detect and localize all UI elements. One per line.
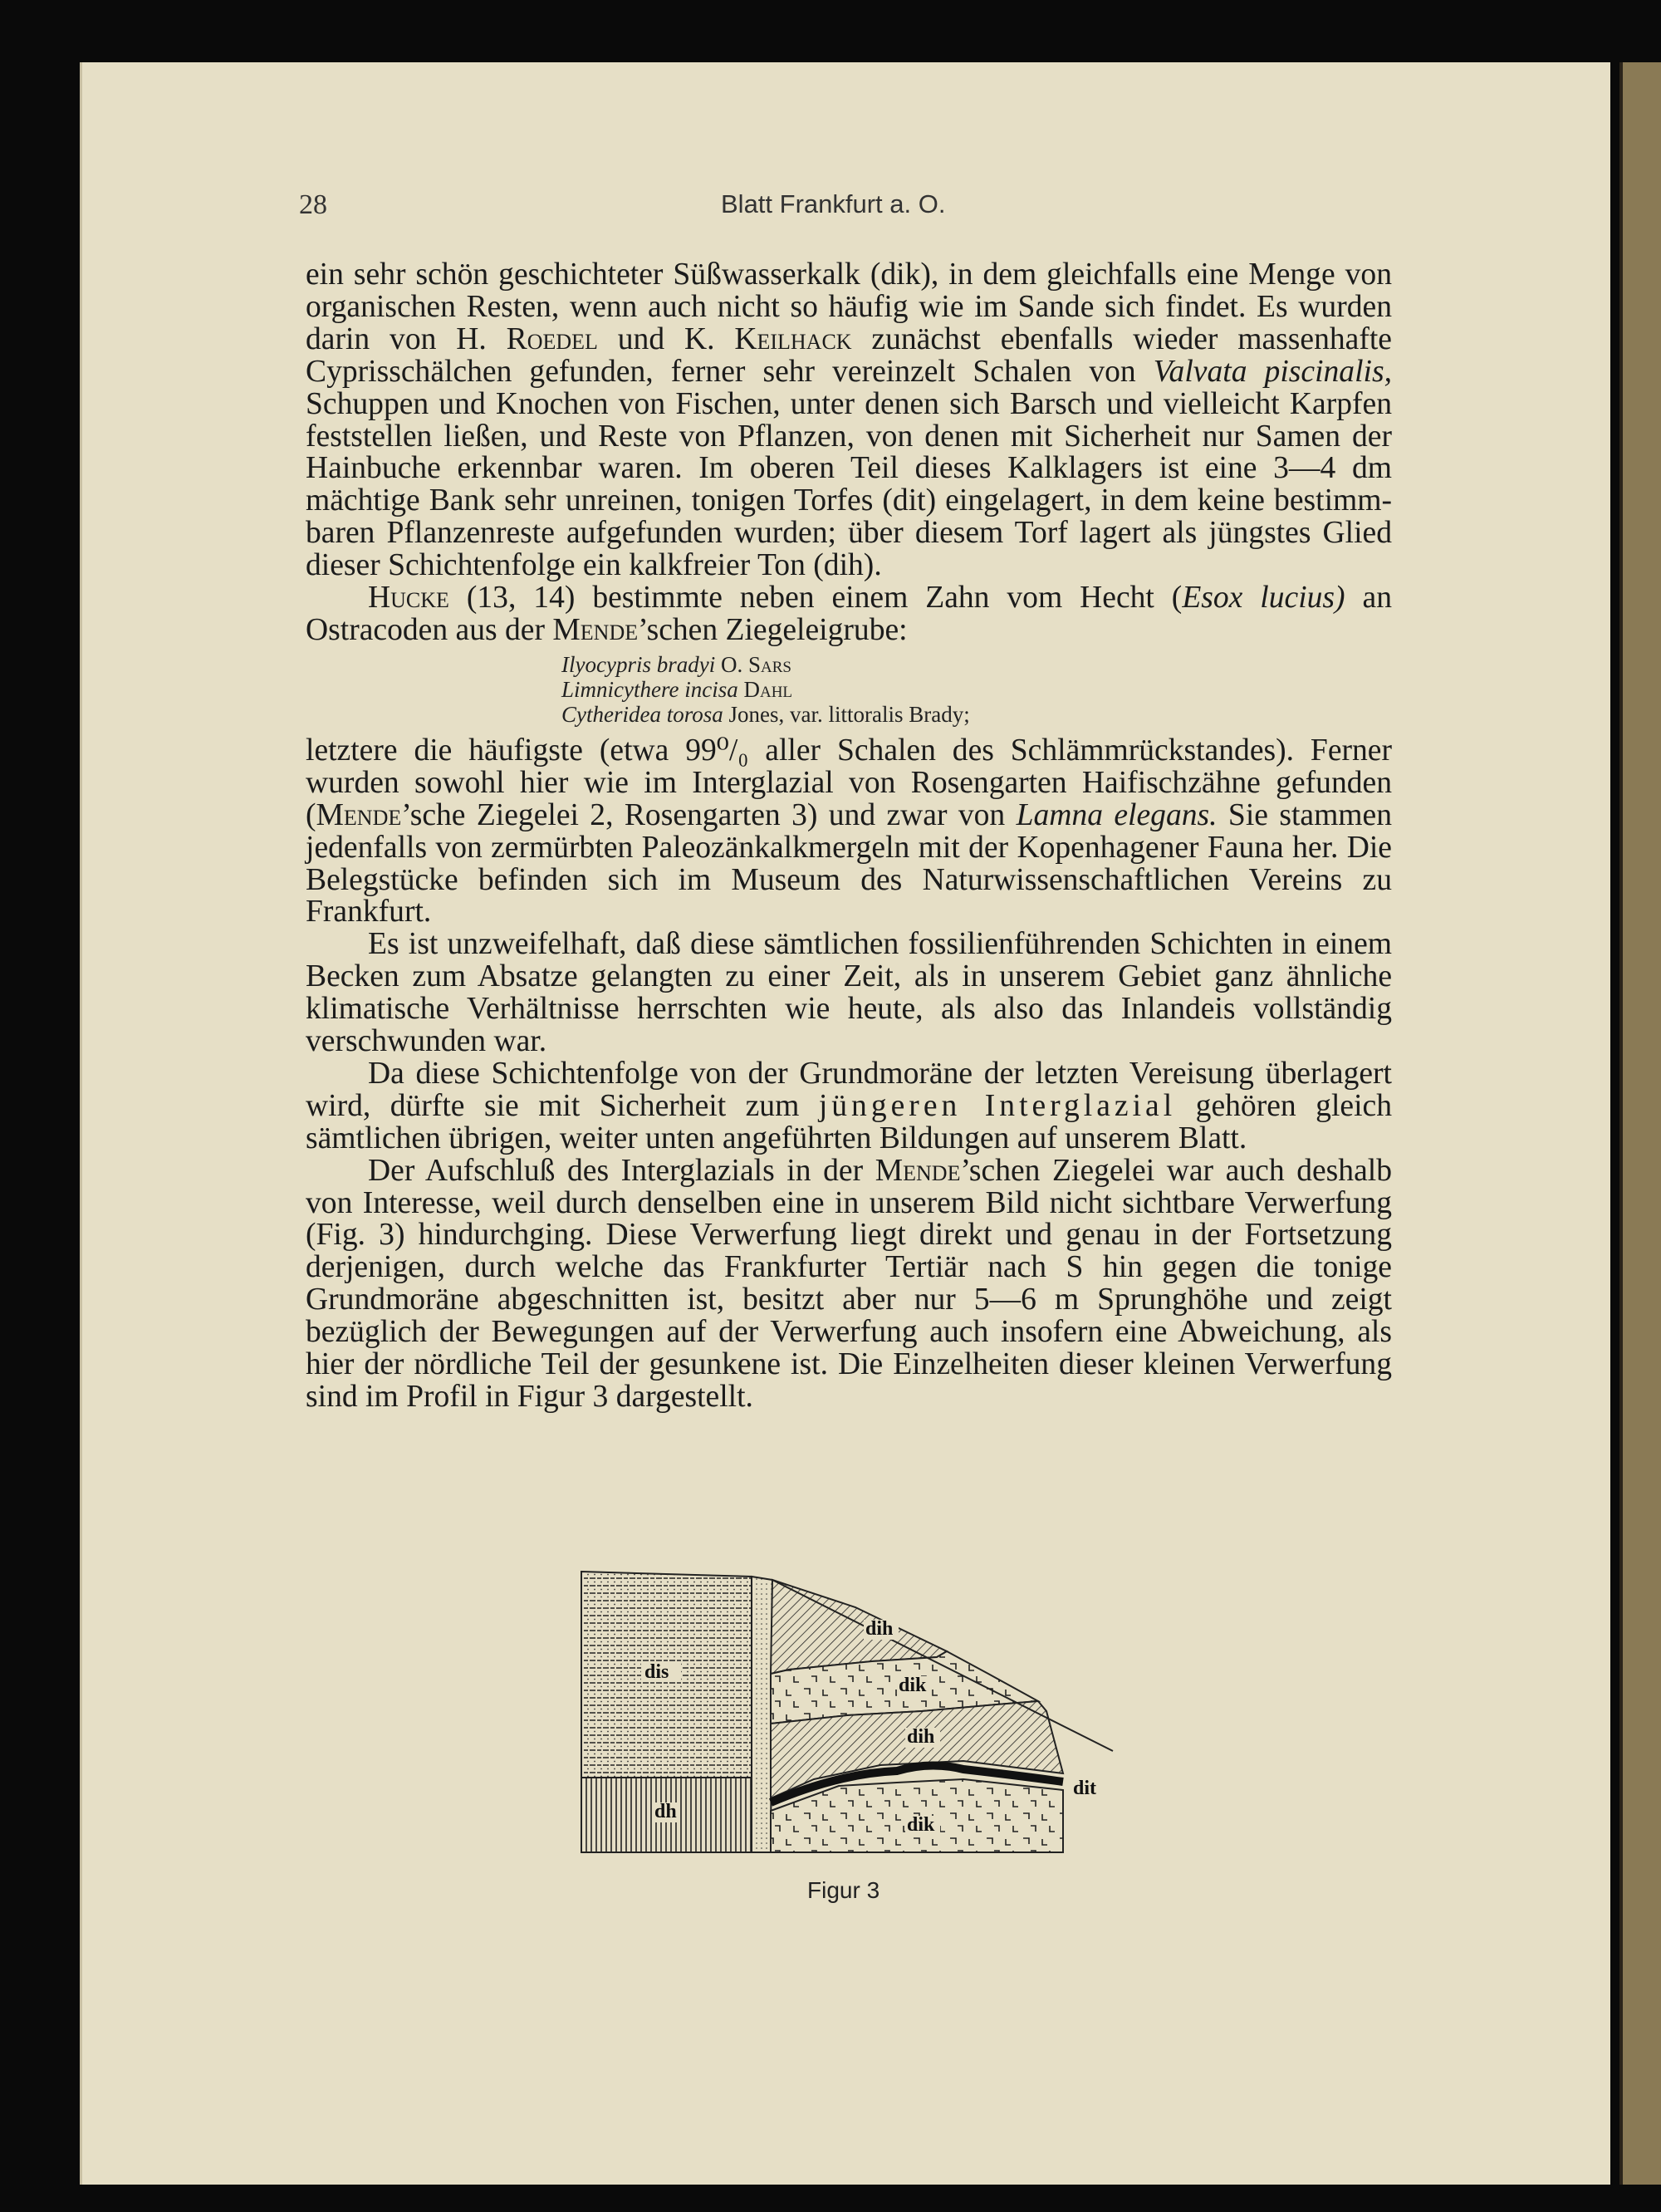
paragraph-3 [306, 735, 1392, 929]
label-dis: dis [644, 1661, 669, 1683]
adjacent-page-edge [1619, 62, 1661, 2185]
author-name: Mende [316, 797, 402, 832]
body-text [306, 259, 1392, 1414]
author-name: Mende [552, 612, 639, 647]
text-run: Sie stammen jedenfalls von zermürbten Paleozänkalkmergeln mit der Kopenhagener Fauna her. Die Belegstücke befinden sich im Museum des Naturwissenschaftlichen Vereins zu Frankfurt. [306, 797, 1392, 929]
text-run: und K. [597, 321, 735, 356]
species-entry [561, 652, 1392, 677]
paragraph-6 [306, 1155, 1392, 1414]
text-run: an Ostracoden aus der [306, 581, 1392, 647]
label-dih-middle: dih [907, 1726, 935, 1748]
label-dik-upper: dik [899, 1675, 927, 1696]
species-list [561, 652, 1392, 727]
emphasized-term: jüngeren Interglazial [818, 1088, 1177, 1123]
text-run: Schuppen und Knochen von Fischen, unter denen sich Barsch und vielleicht Karpfen feststellen ließen, und Reste von Pflanzen, von denen mit Sicherheit nur Samen der Hainbuche erkennbar waren. Im oberen Teil dieses Kalklagers ist eine 3—4 dm mächtige Bank sehr unreinen, tonigen Torfes (dit) eingelagert, in dem keine bestimmbaren Pflanzenreste aufgefunden wurden; über diesem Torf lagert als jüngstes Glied dieser Schichtenfolge ein kalkfreier Ton (dih). [306, 386, 1392, 583]
species-author: Jones, var. littoralis Brady; [728, 701, 970, 727]
label-dik-lower: dik [907, 1814, 935, 1836]
author-name: Keilhack [734, 321, 852, 356]
species-name: Lamna elegans. [1016, 797, 1218, 832]
text-run: (13, 14) bestimmte neben einem Zahn vom Hecht ( [448, 581, 1183, 616]
species-name: Cytheridea torosa [561, 701, 723, 727]
species-entry [561, 702, 1392, 727]
species-author: O. Sars [720, 651, 791, 677]
species-name: Valvata piscinalis, [1153, 354, 1392, 389]
paragraph-5 [306, 1058, 1392, 1155]
label-dit: dit [1073, 1778, 1097, 1799]
profile-diagram [565, 1562, 1179, 1861]
geological-profile-figure [565, 1562, 1179, 1861]
paragraph-1 [306, 259, 1392, 582]
author-name: Hucke [368, 581, 449, 616]
label-dih-upper: dih [865, 1618, 894, 1640]
text-run: letztere die häufigste (etwa 99⁰/₀ aller Schalen des Schlämmrückstandes). Ferner wurden sowohl hier wie im Interglazial von Rosengarten Haifischzähne gefunden ( [306, 733, 1392, 832]
author-name: Mende [875, 1153, 961, 1188]
page-number: 28 [299, 189, 327, 220]
species-name: Esox lucius) [1182, 581, 1345, 616]
species-author: Dahl [743, 676, 793, 702]
fault-zone [752, 1577, 772, 1852]
text-run: zunächst ebenfalls wieder massenhafte Cyprisschälchen gefunden, ferner sehr vereinzelt Schalen von [306, 321, 1392, 389]
paragraph-2 [306, 582, 1392, 647]
text-run: ’sche Ziegelei 2, Rosengarten 3) und zwar von [401, 797, 1017, 832]
paragraph-4: Es ist unzweifelhaft, daß diese sämtlichen fossilienführenden Schichten in einem Becken zum Absatze gelangten zu einer Zeit, als in unserem Gebiet ganz ähnliche klimatische Verhältnisse herrschten wie heute, als also das Inlandeis vollständig verschwunden war. [306, 927, 1392, 1059]
text-run: gehören gleich sämtlichen übrigen, weiter unten angeführten Bildungen auf unserem Blatt. [306, 1088, 1392, 1155]
species-entry [561, 677, 1392, 702]
text-run: Da diese Schichtenfolge von der Grundmoräne der letzten Vereisung überlagert wird, dürfte sie mit Sicherheit zum [306, 1056, 1392, 1123]
running-title: Blatt Frankfurt a. O. [721, 189, 946, 218]
author-name: Roedel [506, 321, 598, 356]
text-run: ’schen Ziegelei war auch deshalb von Interesse, weil durch denselben eine in unserem Bild nicht sichtbare Verwerfung (Fig. 3) hindurchging. Diese Verwerfung liegt direkt und genau in der Fortsetzung derjenigen, durch welche das Frankfurter Tertiär nach S hin gegen die tonige Grundmoräne abgeschnitten ist, besitzt aber nur 5—6 m Sprunghöhe und zeigt bezüglich der Bewegungen auf der Verwerfung auch insofern eine Abweichung, als hier der nördliche Teil der gesunkene ist. Die Einzelheiten dieser kleinen Verwerfung sind im Profil in Figur 3 dargestellt. [306, 1153, 1392, 1414]
species-name: Limnicythere incisa [561, 676, 738, 702]
text-run: Der Aufschluß des Interglazials in der [368, 1153, 875, 1188]
figure-caption: Figur 3 [807, 1877, 880, 1903]
species-name: Ilyocypris bradyi [561, 651, 716, 677]
text-run: ein sehr schön geschichteter Süßwasserkalk (dik), in dem gleichfalls eine Menge von organischen Resten, wenn auch nicht so häufig wie im Sande sich findet. Es wurden darin von H. [306, 257, 1392, 356]
text-run: ’schen Ziegeleigrube: [638, 612, 908, 647]
page-header [0, 189, 1661, 223]
label-dh: dh [654, 1801, 677, 1822]
